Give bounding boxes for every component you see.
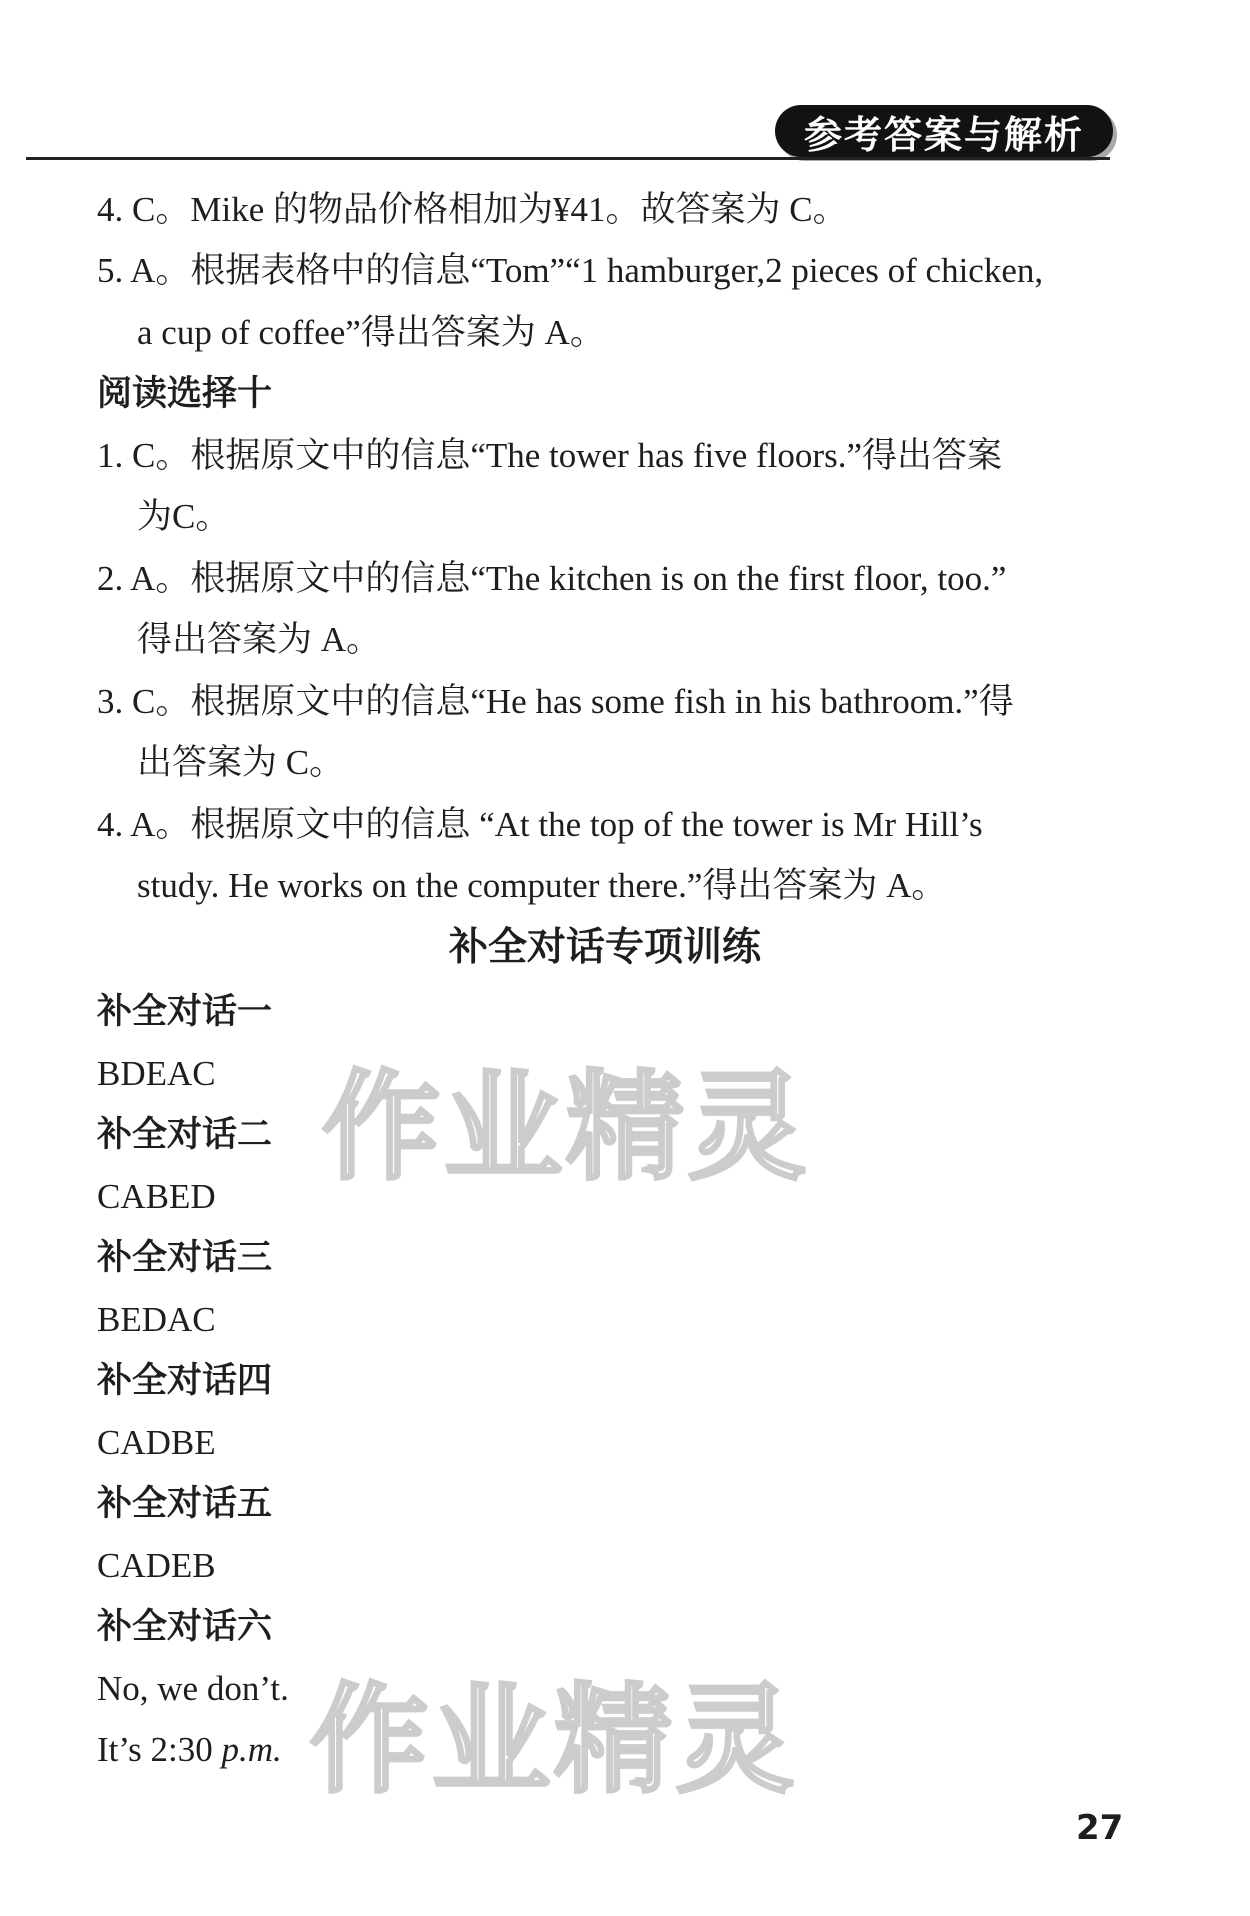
answer-line: study. He works on the computer there.”得出答案为 A。 [137, 866, 947, 905]
time-suffix: p.m. [221, 1730, 282, 1769]
answer-line: 得出答案为 A。 [137, 620, 382, 659]
answer-line: 2. A。根据原文中的信息“The kitchen is on the first floor, too.” [97, 559, 1007, 598]
dialog-answer: BEDAC [97, 1300, 216, 1339]
dialog-answer: No, we don’t. [97, 1669, 289, 1708]
answer-line: 1. C。根据原文中的信息“The tower has five floors.”得出答案 [97, 436, 1002, 475]
header-rule [26, 157, 1110, 160]
dialog-answer: CADBE [97, 1423, 216, 1462]
watermark: 作业精灵 [322, 1058, 811, 1196]
dialog-answer [97, 1730, 282, 1770]
dialog-heading: 补全对话四 [97, 1361, 273, 1401]
section-title: 补全对话专项训练 [448, 925, 761, 970]
dialog-heading: 补全对话一 [97, 992, 273, 1032]
dialog-heading: 补全对话五 [97, 1484, 273, 1524]
dialog-heading: 补全对话三 [97, 1238, 273, 1278]
time-text: It’s 2:30 [97, 1730, 222, 1769]
header-badge: 参考答案与解析 [775, 105, 1113, 157]
answer-line: 出答案为 C。 [137, 743, 345, 782]
dialog-heading: 补全对话六 [97, 1607, 273, 1647]
answer-line: 4. C。Mike 的物品价格相加为¥41。故答案为 C。 [97, 190, 848, 229]
answer-line: 5. A。根据表格中的信息“Tom”“1 hamburger,2 pieces of chicken, [97, 251, 1044, 290]
answer-line: 为C。 [137, 497, 231, 536]
dialog-answer: BDEAC [97, 1054, 216, 1093]
reading-heading: 阅读选择十 [97, 374, 273, 414]
dialog-answer: CABED [97, 1177, 216, 1216]
page-number: 27 [1076, 1808, 1124, 1848]
answer-line: 3. C。根据原文中的信息“He has some fish in his bathroom.”得 [97, 682, 1014, 721]
dialog-heading: 补全对话二 [97, 1115, 273, 1155]
dialog-answer: CADEB [97, 1546, 216, 1585]
answer-line: a cup of coffee”得出答案为 A。 [137, 313, 605, 352]
watermark: 作业精灵 [310, 1671, 799, 1809]
answer-line: 4. A。根据原文中的信息 “At the top of the tower is Mr Hill’s [97, 805, 983, 844]
